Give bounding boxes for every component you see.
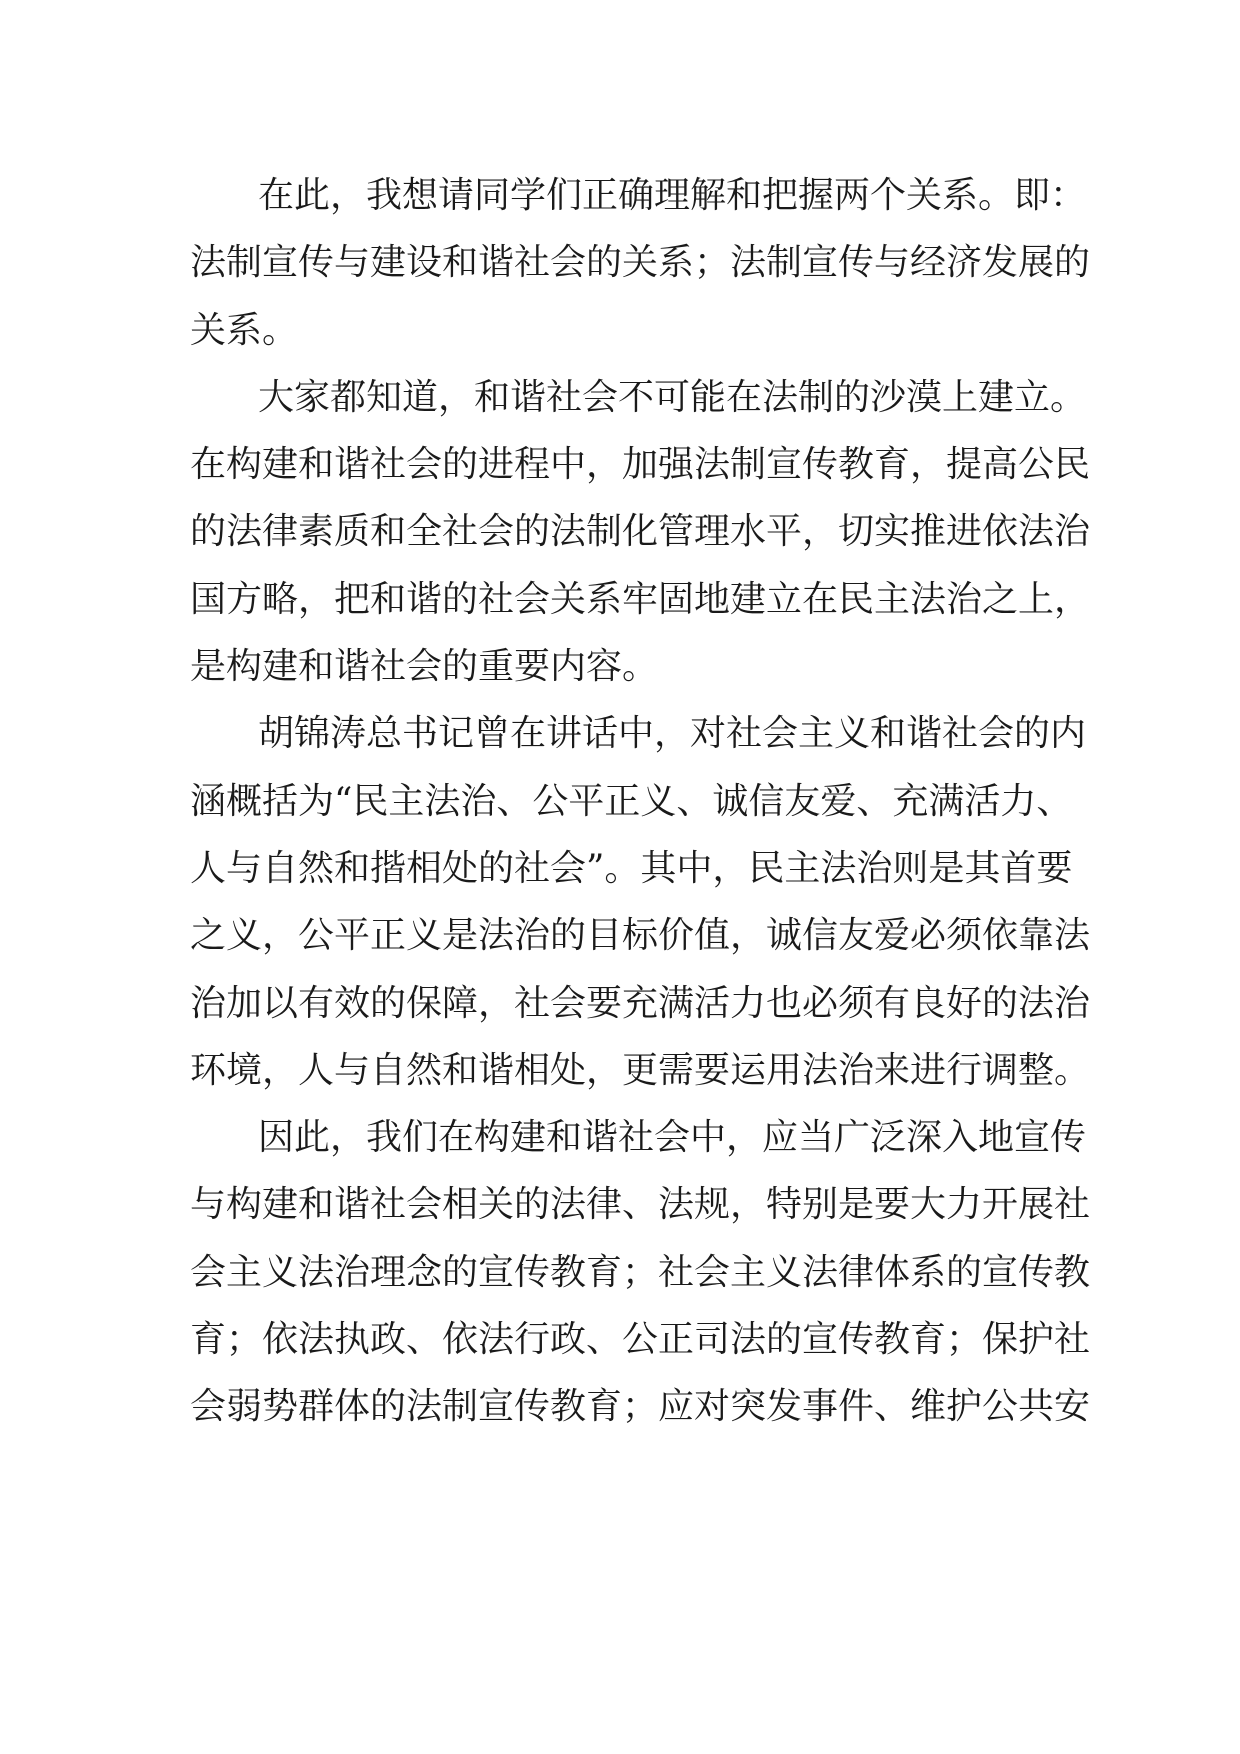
paragraph-1-line-2: 法制宣传与建设和谐社会的关系；法制宣传与经济发展的 bbox=[190, 242, 1091, 284]
paragraph-4-line-4: 育；依法执政、依法行政、公正司法的宣传教育；保护社 bbox=[190, 1319, 1091, 1361]
paragraph-1-line-1: 在此，我想请同学们正确理解和把握两个关系。即： bbox=[258, 175, 1087, 216]
paragraph-2-line-3: 的法律素质和全社会的法制化管理水平，切实推进依法治 bbox=[190, 511, 1091, 553]
paragraph-3-line-4: 之义，公平正义是法治的目标价值，诚信友爱必须依靠法 bbox=[190, 915, 1091, 957]
paragraph-3-line-5: 治加以有效的保障，社会要充满活力也必须有良好的法治 bbox=[190, 982, 1091, 1024]
paragraph-1-line-3: 关系。 bbox=[190, 309, 299, 351]
paragraph-4-line-2: 与构建和谐社会相关的法律、法规，特别是要大力开展社 bbox=[190, 1184, 1091, 1226]
paragraph-3-line-6: 环境，人与自然和谐相处，更需要运用法治来进行调整。 bbox=[190, 1049, 1091, 1091]
paragraph-3-line-1: 胡锦涛总书记曾在讲话中，对社会主义和谐社会的内 bbox=[258, 713, 1087, 755]
paragraph-4-line-5: 会弱势群体的法制宣传教育；应对突发事件、维护公共安 bbox=[190, 1386, 1091, 1428]
paragraph-2-line-1: 大家都知道，和谐社会不可能在法制的沙漠上建立。 bbox=[258, 376, 1087, 418]
paragraph-2-line-5: 是构建和谐社会的重要内容。 bbox=[190, 646, 659, 688]
paragraph-4-line-1: 因此，我们在构建和谐社会中，应当广泛深入地宣传 bbox=[258, 1117, 1087, 1159]
paragraph-3-line-2: 涵概括为“民主法治、公平正义、诚信友爱、充满活力、 bbox=[190, 780, 1073, 822]
paragraph-4-line-3: 会主义法治理念的宣传教育；社会主义法律体系的宣传教 bbox=[190, 1251, 1091, 1293]
document-body bbox=[190, 162, 1091, 1441]
paragraph-2-line-4: 国方略，把和谐的社会关系牢固地建立在民主法治之上， bbox=[190, 578, 1091, 620]
paragraph-3-line-3: 人与自然和揩相处的社会”。其中，民主法治则是其首要 bbox=[190, 847, 1073, 889]
paragraph-2-line-2: 在构建和谐社会的进程中，加强法制宣传教育，提高公民 bbox=[190, 444, 1091, 486]
